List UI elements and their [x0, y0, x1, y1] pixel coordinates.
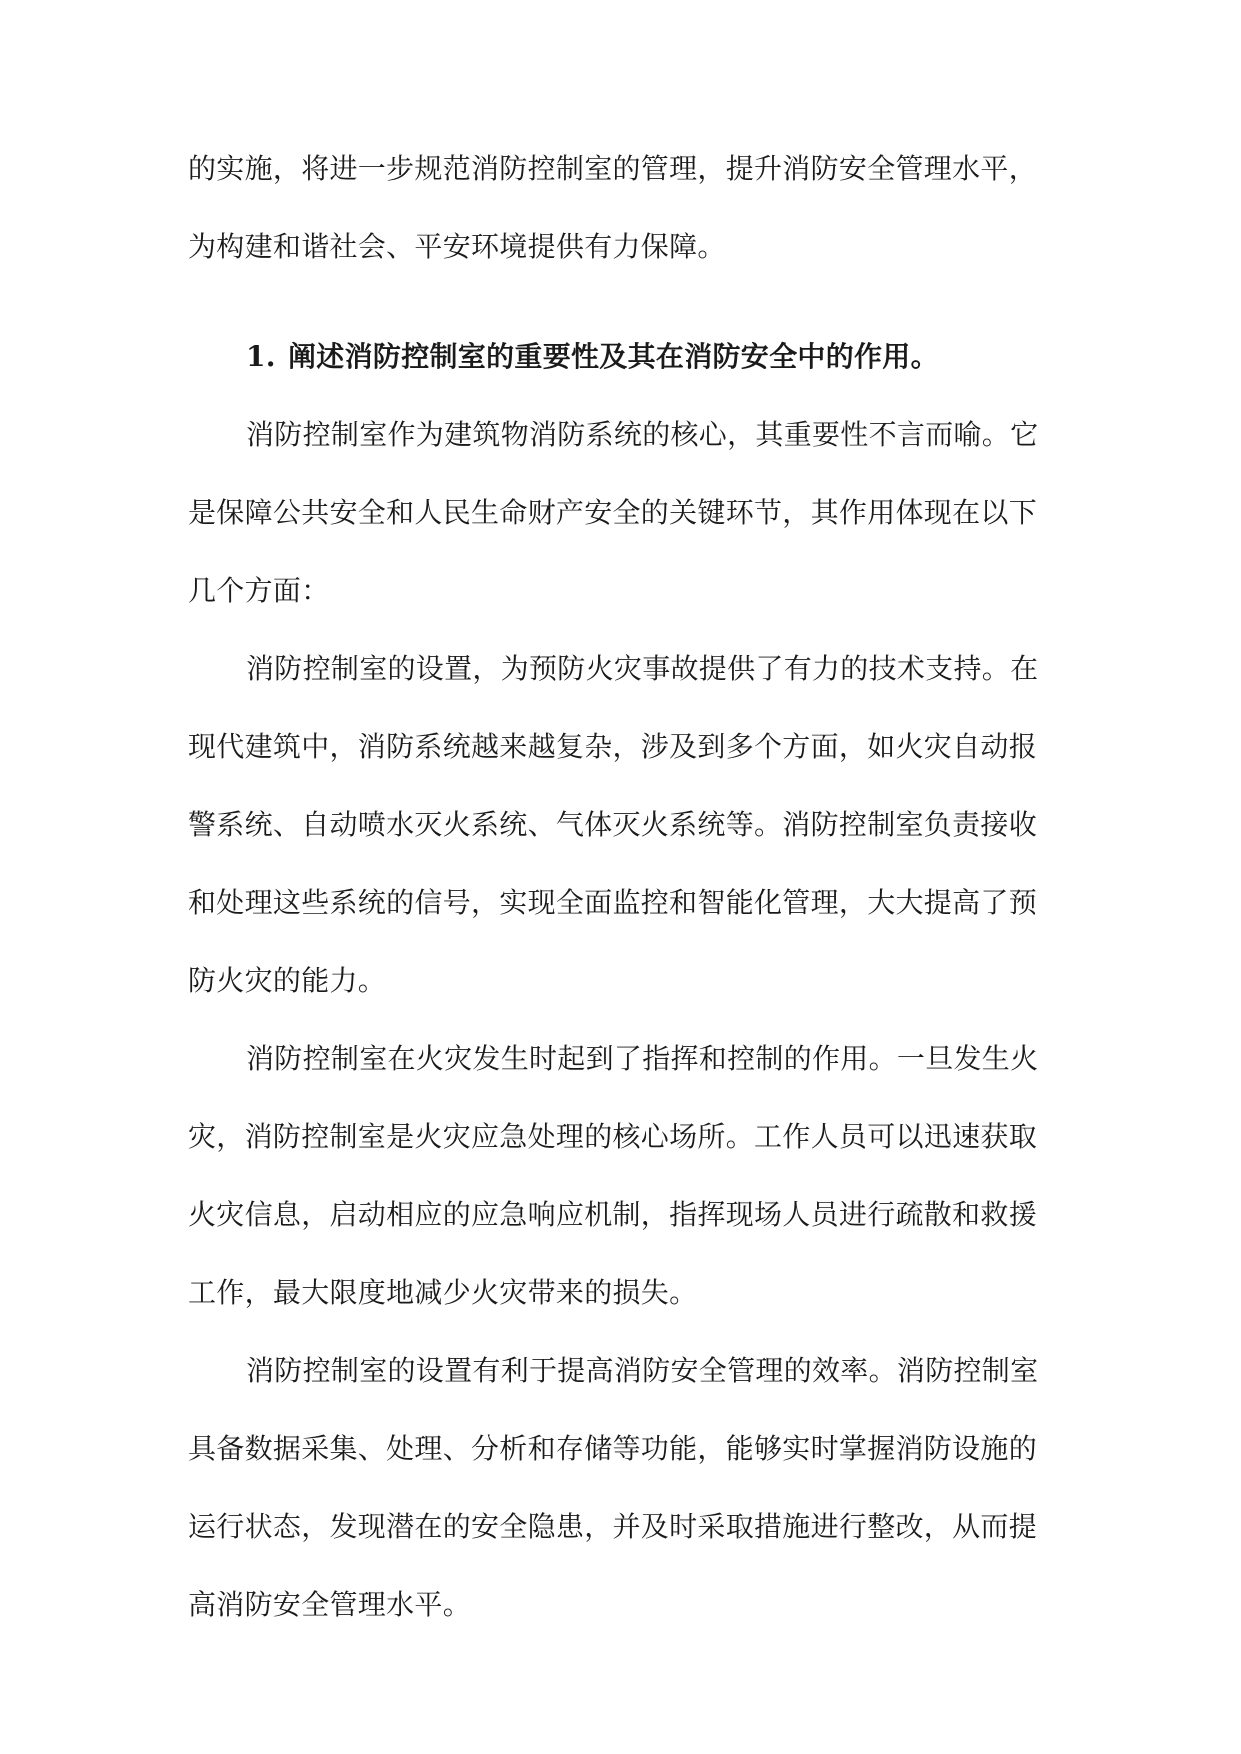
heading-number: 1.	[246, 340, 276, 373]
text-line: 工作，最大限度地减少火灾带来的损失。	[188, 1276, 698, 1309]
paragraph-prevention	[188, 630, 1058, 1020]
text-line: 消防控制室作为建筑物消防系统的核心，其重要性不言而喻。它	[246, 418, 1039, 451]
text-line: 警系统、自动喷水灭火系统、气体灭火系统等。消防控制室负责接收	[188, 808, 1038, 841]
text-line: 消防控制室在火灾发生时起到了指挥和控制的作用。一旦发生火	[246, 1042, 1039, 1075]
intro-paragraph	[188, 130, 1058, 286]
section-heading	[188, 318, 1058, 396]
text-line: 火灾信息，启动相应的应急响应机制，指挥现场人员进行疏散和救援	[188, 1198, 1038, 1231]
text-line: 灾，消防控制室是火灾应急处理的核心场所。工作人员可以迅速获取	[188, 1120, 1038, 1153]
text-line: 高消防安全管理水平。	[188, 1588, 472, 1621]
paragraph-command	[188, 1020, 1058, 1332]
heading-text: 阐述消防控制室的重要性及其在消防安全中的作用。	[288, 340, 939, 373]
paragraph-efficiency	[188, 1332, 1058, 1644]
text-line: 具备数据采集、处理、分析和存储等功能，能够实时掌握消防设施的	[188, 1432, 1038, 1465]
document-page	[188, 130, 1058, 1644]
text-line: 消防控制室的设置，为预防火灾事故提供了有力的技术支持。在	[246, 652, 1039, 685]
text-line: 的实施，将进一步规范消防控制室的管理，提升消防安全管理水平，	[188, 152, 1038, 185]
text-line: 消防控制室的设置有利于提高消防安全管理的效率。消防控制室	[246, 1354, 1039, 1387]
text-line: 是保障公共安全和人民生命财产安全的关键环节，其作用体现在以下	[188, 496, 1038, 529]
text-line: 为构建和谐社会、平安环境提供有力保障。	[188, 230, 726, 263]
text-line: 运行状态，发现潜在的安全隐患，并及时采取措施进行整改，从而提	[188, 1510, 1038, 1543]
paragraph-importance	[188, 396, 1058, 630]
text-line: 和处理这些系统的信号，实现全面监控和智能化管理，大大提高了预	[188, 886, 1038, 919]
text-line: 几个方面：	[188, 574, 330, 607]
text-line: 防火灾的能力。	[188, 964, 387, 997]
text-line: 现代建筑中，消防系统越来越复杂，涉及到多个方面，如火灾自动报	[188, 730, 1038, 763]
